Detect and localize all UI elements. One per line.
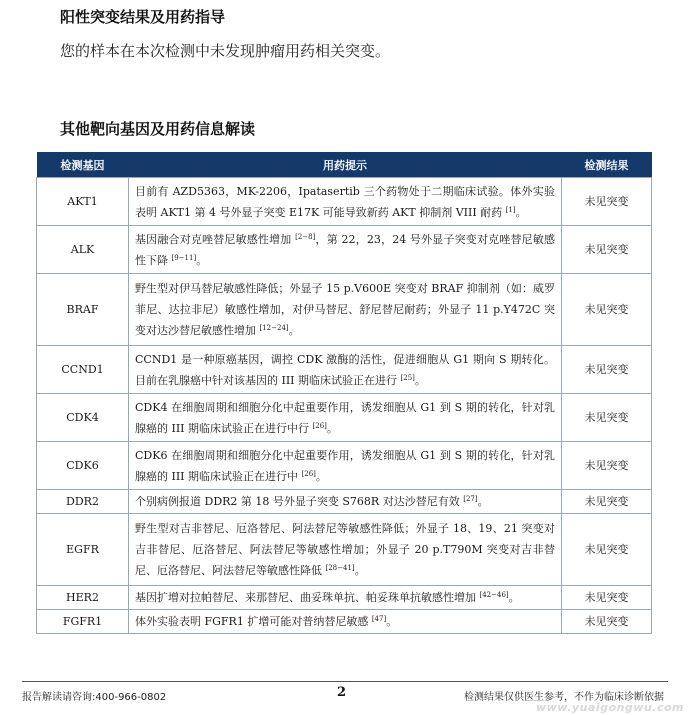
positive-results-text: 您的样本在本次检测中未发现肿瘤用药相关突变。 — [60, 42, 391, 60]
gene-table — [36, 152, 652, 634]
table-row — [37, 514, 652, 586]
hint-text: CDK6 在细胞周期和细胞分化中起重要作用，诱发细胞从 G1 到 S 期的转化，针对乳腺癌的 III 期临床试验正在进行中 — [135, 448, 555, 483]
hint-end: 。 — [326, 421, 338, 435]
reference: [25] — [400, 373, 415, 382]
table-row — [37, 178, 652, 226]
footer-contact: 报告解读请咨询:400-966-0802 — [22, 692, 167, 703]
reference: [26] — [301, 469, 316, 478]
table-row — [37, 394, 652, 442]
drug-hint — [129, 274, 562, 346]
table-row — [37, 490, 652, 514]
test-result: 未见突变 — [562, 490, 652, 514]
gene-name: DDR2 — [37, 490, 129, 514]
drug-hint — [129, 610, 562, 634]
test-result: 未见突变 — [562, 274, 652, 346]
reference: [2−8] — [295, 232, 316, 241]
test-result: 未见突变 — [562, 442, 652, 490]
test-result: 未见突变 — [562, 610, 652, 634]
gene-name: ALK — [37, 226, 129, 274]
test-result: 未见突变 — [562, 346, 652, 394]
footer-disclaimer: 检测结果仅供医生参考，不作为临床诊断依据 — [464, 692, 664, 703]
test-result: 未见突变 — [562, 586, 652, 610]
hint-end: 。 — [508, 591, 520, 604]
gene-name: CCND1 — [37, 346, 129, 394]
footer-divider — [22, 681, 668, 682]
drug-hint — [129, 346, 562, 394]
reference: [47] — [371, 615, 387, 623]
hint-text: ，第 22，23，24 号外显子突变对克唑替尼敏感性下降 — [135, 232, 556, 267]
hint-end: 。 — [196, 253, 208, 267]
table-row — [37, 586, 652, 610]
table-row — [37, 226, 652, 274]
hint-end: 。 — [515, 205, 527, 219]
reference: [26] — [312, 421, 327, 430]
gene-name: HER2 — [37, 586, 129, 610]
hint-end: 。 — [386, 615, 398, 628]
reference: [42−46] — [479, 591, 509, 599]
hint-text: CCND1 是一种原癌基因，调控 CDK 激酶的活性，促进细胞从 G1 期向 S 期转化。目前在乳腺癌中针对该基因的 III 期临床试验正在进行 — [135, 352, 555, 387]
hint-end: 。 — [354, 564, 366, 577]
other-genes-title: 其他靶向基因及用药信息解读 — [60, 120, 256, 138]
test-result: 未见突变 — [562, 178, 652, 226]
hint-end: 。 — [414, 373, 426, 387]
table-row — [37, 346, 652, 394]
reference: [12−24] — [259, 324, 289, 332]
watermark: www.yuaigongwu.com — [535, 701, 684, 714]
hint-end: 。 — [288, 324, 300, 337]
reference: [27] — [463, 495, 478, 503]
drug-hint — [129, 514, 562, 586]
header-gene: 检测基因 — [37, 152, 129, 178]
hint-text: 野生型对伊马替尼敏感性降低；外显子 15 p.V600E 突变对 BRAF 抑制剂（如：威罗菲尼、达拉非尼）敏感性增加，对伊马替尼、舒尼替尼耐药；外显子 11 p.Y472C 突变对达沙替尼敏感性增加 — [135, 282, 555, 337]
table-row — [37, 442, 652, 490]
positive-results-title: 阳性突变结果及用药指导 — [60, 8, 226, 26]
table-row — [37, 274, 652, 346]
hint-text: 目前有 AZD5363，MK-2206，Ipatasertib 三个药物处于二期临床试验。体外实验表明 AKT1 第 4 号外显子突变 E17K 可能导致新药 AKT 抑制剂 VIII 耐药 — [135, 184, 555, 219]
header-result: 检测结果 — [562, 152, 652, 178]
drug-hint — [129, 586, 562, 610]
drug-hint — [129, 490, 562, 514]
header-hint: 用药提示 — [129, 152, 562, 178]
drug-hint — [129, 394, 562, 442]
test-result: 未见突变 — [562, 394, 652, 442]
reference: [28−41] — [325, 564, 355, 572]
drug-hint — [129, 442, 562, 490]
gene-name: CDK4 — [37, 394, 129, 442]
reference: [1] — [505, 205, 516, 214]
hint-text: 个别病例报道 DDR2 第 18 号外显子突变 S768R 对达沙替尼有效 — [135, 495, 460, 508]
hint-text: 基因扩增对拉帕替尼、来那替尼、曲妥珠单抗、帕妥珠单抗敏感性增加 — [135, 591, 476, 604]
hint-end: 。 — [477, 495, 489, 508]
hint-text: 野生型对吉非替尼、厄洛替尼、阿法替尼等敏感性降低；外显子 18、19、21 突变对吉非替尼、厄洛替尼、阿法替尼等敏感性增加；外显子 20 p.T790M 突变对吉非替尼、厄洛替尼、阿法替尼等敏感性降低 — [135, 522, 555, 577]
test-result: 未见突变 — [562, 514, 652, 586]
drug-hint — [129, 226, 562, 274]
gene-name: FGFR1 — [37, 610, 129, 634]
hint-text: 体外实验表明 FGFR1 扩增可能对普纳替尼敏感 — [135, 615, 369, 628]
table-row — [37, 610, 652, 634]
hint-text: CDK4 在细胞周期和细胞分化中起重要作用，诱发细胞从 G1 到 S 期的转化，针对乳腺癌的 III 期临床试验正在进行中行 — [135, 400, 555, 435]
gene-name: BRAF — [37, 274, 129, 346]
page-number: 2 — [337, 685, 347, 700]
hint-end: 。 — [315, 469, 327, 483]
gene-name: AKT1 — [37, 178, 129, 226]
gene-name: CDK6 — [37, 442, 129, 490]
test-result: 未见突变 — [562, 226, 652, 274]
hint-text: 基因融合对克唑替尼敏感性增加 — [135, 232, 292, 246]
reference: [9−11] — [171, 253, 197, 262]
table-header-row — [37, 152, 652, 178]
gene-name: EGFR — [37, 514, 129, 586]
drug-hint — [129, 178, 562, 226]
